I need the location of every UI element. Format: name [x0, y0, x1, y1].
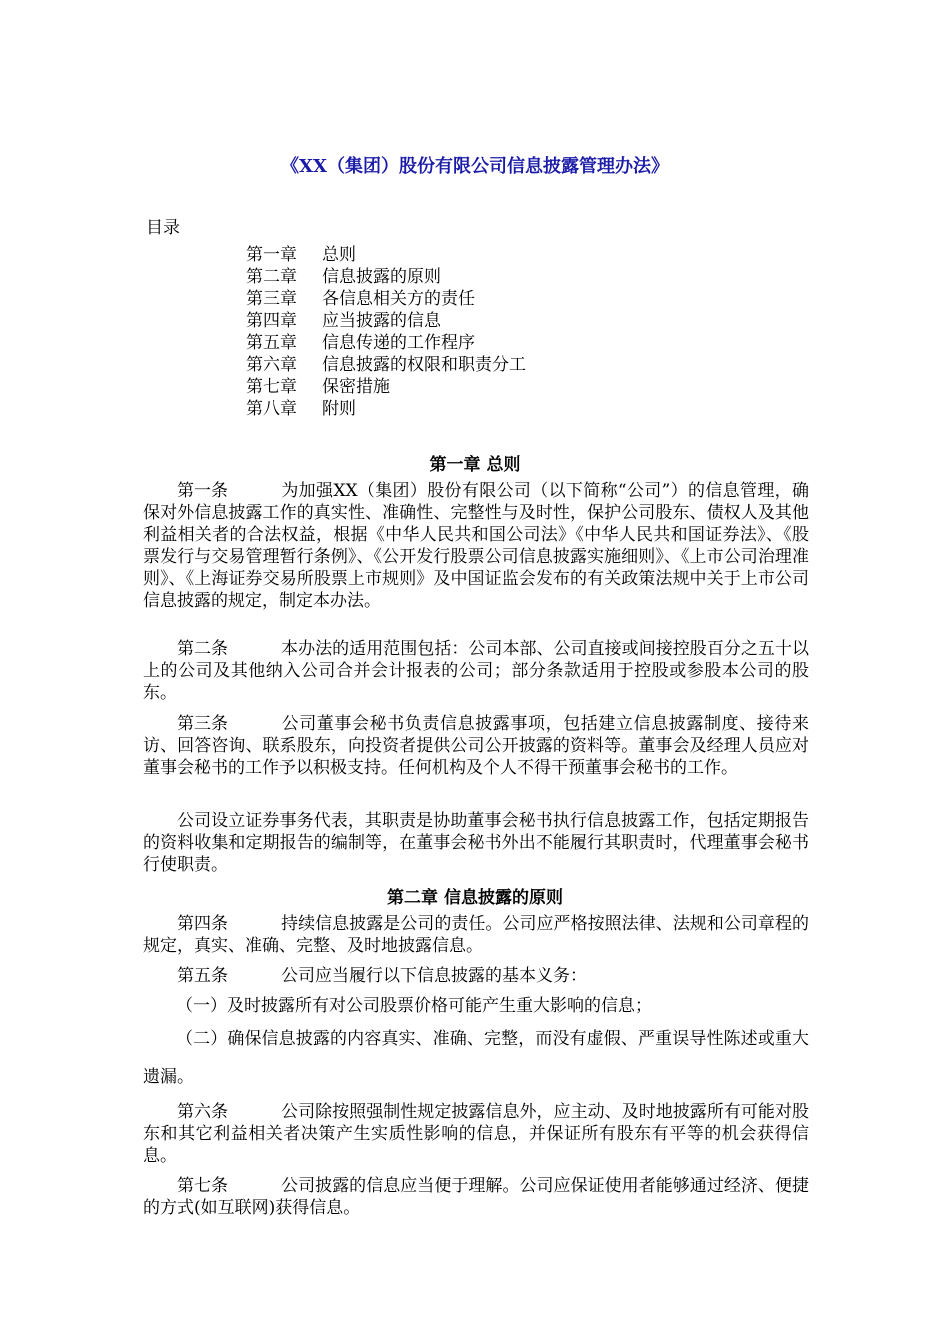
- toc-item-number: 第二章: [246, 267, 297, 287]
- article-4-label: 第四条: [177, 914, 228, 934]
- article-5-label: 第五条: [177, 966, 228, 986]
- article-3: [143, 713, 809, 779]
- article-7: [143, 1175, 809, 1219]
- toc-item: [246, 376, 526, 398]
- toc-item: [246, 354, 526, 376]
- article-4-text: 持续信息披露是公司的责任。公司应严格按照法律、法规和公司章程的规定，真实、准确、完整、及时地披露信息。: [143, 914, 809, 956]
- list-item-1: （一）及时披露所有对公司股票价格可能产生重大影响的信息；: [176, 996, 652, 1016]
- toc-item: [246, 332, 526, 354]
- toc-heading: 目录: [146, 218, 180, 238]
- article-2-label: 第二条: [177, 639, 228, 659]
- article-7-label: 第七条: [177, 1176, 228, 1196]
- toc-item-number: 第四章: [246, 311, 297, 331]
- chapter-1-heading: 第一章 总则: [429, 455, 521, 475]
- toc-item-number: 第八章: [246, 399, 297, 419]
- toc-item-number: 第六章: [246, 355, 297, 375]
- toc-item: [246, 310, 526, 332]
- article-5: [143, 965, 809, 987]
- toc-item-name: 保密措施: [322, 377, 390, 397]
- article-2-text: 本办法的适用范围包括：公司本部、公司直接或间接控股百分之五十以上的公司及其他纳入公司合并会计报表的公司；部分条款适用于控股或参股本公司的股东。: [143, 639, 809, 703]
- toc-item: [246, 244, 526, 266]
- toc-item-name: 信息传递的工作程序: [322, 333, 475, 353]
- toc-item-name: 附则: [322, 399, 356, 419]
- toc-item: [246, 398, 526, 420]
- article-4: [143, 913, 809, 957]
- toc-item-number: 第五章: [246, 333, 297, 353]
- chapter-2-heading: 第二章 信息披露的原则: [387, 888, 563, 908]
- toc-item-name: 各信息相关方的责任: [322, 289, 475, 309]
- article-1: [143, 480, 809, 612]
- table-of-contents: [246, 244, 526, 420]
- list-item-2: （二）确保信息披露的内容真实、准确、完整，而没有虚假、严重误导性陈述或重大遗漏。: [143, 1029, 809, 1087]
- document-title: 《XX（集团）股份有限公司信息披露管理办法》: [281, 156, 669, 177]
- toc-item-name: 信息披露的原则: [322, 267, 441, 287]
- toc-item-number: 第三章: [246, 289, 297, 309]
- article-6-label: 第六条: [177, 1102, 228, 1122]
- article-3-extra: 公司设立证券事务代表，其职责是协助董事会秘书执行信息披露工作，包括定期报告的资料收集和定期报告的编制等，在董事会秘书外出不能履行其职责时，代理董事会秘书行使职责。: [143, 811, 809, 875]
- toc-item-number: 第一章: [246, 245, 297, 265]
- toc-item: [246, 266, 526, 288]
- article-6: [143, 1101, 809, 1167]
- article-2: [143, 638, 809, 704]
- toc-item-name: 信息披露的权限和职责分工: [322, 355, 526, 375]
- article-3-text: 公司董事会秘书负责信息披露事项，包括建立信息披露制度、接待来访、回答咨询、联系股东，向投资者提供公司公开披露的资料等。董事会及经理人员应对董事会秘书的工作予以积极支持。任何机构及个人不得干预董事会秘书的工作。: [143, 714, 809, 778]
- article-1-label: 第一条: [177, 481, 228, 501]
- article-1-text: 为加强XX（集团）股份有限公司（以下简称“公司”）的信息管理，确保对外信息披露工作的真实性、准确性、完整性与及时性，保护公司股东、债权人及其他利益相关者的合法权益，根据《中华人民共和国公司法》《中华人民共和国证券法》、《股票发行与交易管理暂行条例》、《公开发行股票公司信息披露实施细则》、《上市公司治理准则》、《上海证券交易所股票上市规则》及中国证监会发布的有关政策法规中关于上市公司信息披露的规定，制定本办法。: [143, 481, 809, 611]
- toc-item-name: 总则: [322, 245, 356, 265]
- article-6-text: 公司除按照强制性规定披露信息外，应主动、及时地披露所有可能对股东和其它利益相关者决策产生实质性影响的信息，并保证所有股东有平等的机会获得信息。: [143, 1102, 809, 1166]
- toc-item-name: 应当披露的信息: [322, 311, 441, 331]
- article-3-label: 第三条: [177, 714, 228, 734]
- toc-item-number: 第七章: [246, 377, 297, 397]
- article-7-text: 公司披露的信息应当便于理解。公司应保证使用者能够通过经济、便捷的方式(如互联网)获得信息。: [143, 1176, 809, 1218]
- toc-item: [246, 288, 526, 310]
- article-5-text: 公司应当履行以下信息披露的基本义务：: [281, 966, 587, 986]
